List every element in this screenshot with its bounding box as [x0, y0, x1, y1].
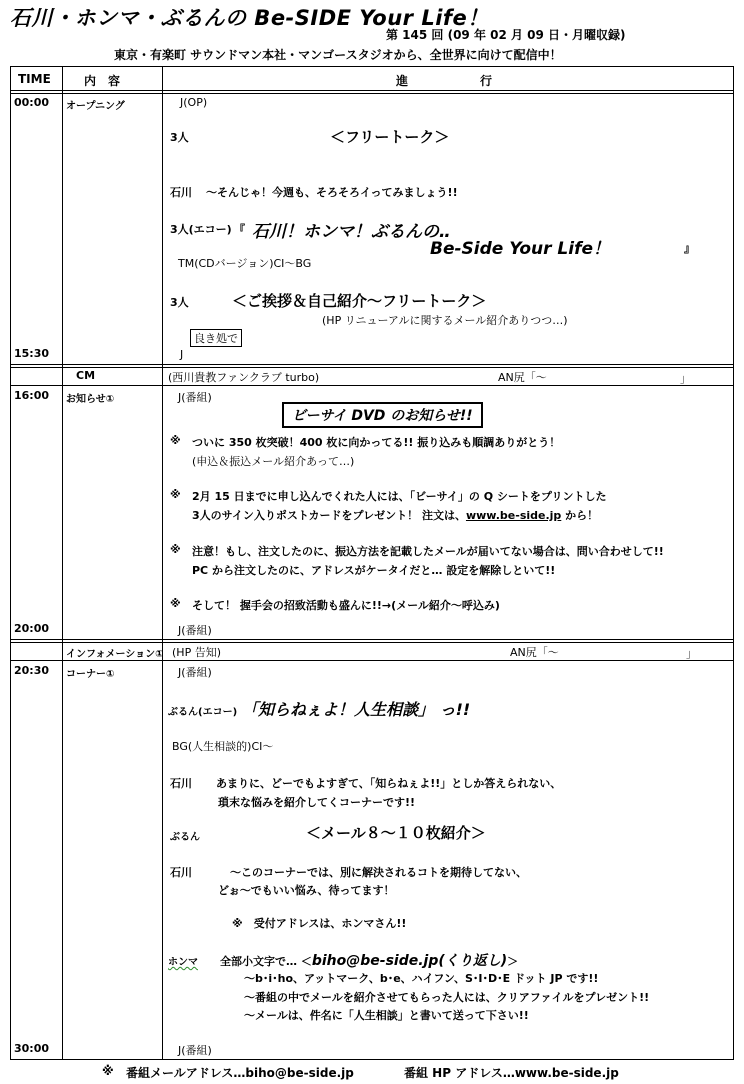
talk-heading: ＜メール８～１０枚紹介＞: [306, 824, 486, 842]
an-cue: AN尻「～: [498, 371, 547, 384]
notice-text: 3人のサイン入りポストカードをプレゼント！ 注文は、: [192, 509, 466, 522]
speaker: ホンマ: [168, 957, 198, 968]
table-border-top: [10, 66, 734, 67]
line-text: 瑣末な悩みを紹介してくコーナーです!!: [218, 796, 416, 809]
line-text: ～メールは、件名に「人生相談」と書いて送って下さい!!: [244, 1009, 529, 1022]
note-mark: ※: [170, 434, 181, 447]
column-header-time: TIME: [18, 72, 51, 86]
segment-label: オープニング: [66, 101, 125, 112]
row-divider: [10, 660, 734, 661]
dvd-banner: ビーサイ DVD のお知らせ!!: [282, 402, 483, 428]
broadcast-subtitle: 東京・有楽町 サウンドマン本社・マンゴースタジオから、全世界に向けて配信中！: [114, 48, 562, 62]
line-text: [220, 950, 518, 970]
talk-heading: ＜ご挨拶＆自己紹介～フリートーク＞: [232, 292, 487, 310]
segment-label: コーナー①: [66, 669, 115, 680]
time-start: 16:00: [14, 389, 50, 402]
cm-sponsor: (西川貴教ファンクラブ turbo): [168, 371, 320, 384]
table-border-left: [10, 66, 11, 1060]
note-mark: ※: [170, 488, 181, 501]
episode-info: 第 145 回 (09 年 02 月 09 日・月曜収録): [386, 28, 626, 42]
an-cue-close: 」: [680, 372, 691, 385]
note: (HP リニューアルに関するメール紹介ありつつ…): [322, 314, 568, 327]
note-mark: ※: [170, 543, 181, 556]
time-end: 30:00: [14, 1042, 50, 1055]
notice-line: 注意！もし、注文したのに、振込方法を記載したメールが届いてない場合は、問い合わせして!!: [192, 545, 664, 558]
line-text: 全部小文字で… ＜: [220, 955, 312, 968]
an-cue-close: 」: [686, 647, 697, 660]
line-text: ～このコーナーでは、別に解決されるコトを期待してない、: [230, 866, 527, 879]
row-divider: [10, 367, 734, 368]
header-divider: [10, 90, 734, 91]
address-note: ※ 受付アドレスは、ホンマさん!!: [232, 917, 407, 930]
column-divider: [62, 66, 63, 1060]
jingle-cue: J(番組): [178, 666, 212, 679]
music-cue: BG(人生相談的)CI～: [172, 740, 274, 753]
jingle-cue: J(番組): [178, 391, 212, 404]
notice-line: [192, 507, 598, 523]
jingle-cue: J(OP): [180, 96, 208, 109]
time-start: 00:00: [14, 96, 50, 109]
row-divider: [10, 639, 734, 640]
quote-close: 』: [684, 242, 695, 255]
talk-heading: ＜フリートーク＞: [330, 128, 450, 146]
time-end: 20:00: [14, 622, 50, 635]
info-label: インフォメーション①: [66, 649, 164, 660]
header-divider: [10, 93, 734, 94]
jingle-cue: J(番組): [178, 1044, 212, 1057]
table-border-bottom: [10, 1059, 734, 1060]
speaker: 3人(エコー): [170, 223, 232, 236]
line-text: ＞: [507, 955, 519, 968]
speaker: 石川: [170, 866, 192, 879]
column-header-progress: 進 行: [396, 74, 493, 88]
speaker: 石川: [170, 777, 192, 790]
column-header-content: 内 容: [84, 74, 121, 88]
time-end: 15:30: [14, 347, 50, 360]
line-text: ～そんじゃ！今週も、そろそろイってみましょう!!: [206, 186, 458, 199]
speaker: ぶるん: [170, 832, 200, 843]
music-cue: TM(CDバージョン)CI～BG: [178, 257, 312, 270]
time-start: 20:30: [14, 664, 50, 677]
quote-open: 『: [234, 223, 245, 236]
info-hp: (HP 告知): [172, 646, 221, 659]
speaker: ぶるん(エコー): [168, 707, 238, 718]
jingle-cue: J: [180, 348, 184, 361]
note-mark: ※: [170, 597, 181, 610]
line-text: あまりに、どーでもよすぎて、「知らねぇよ!!」としか答えられない、: [216, 777, 562, 790]
notice-line: (申込＆振込メール紹介あって…): [192, 455, 355, 468]
row-divider: [10, 364, 734, 365]
site-link[interactable]: www.be-side.jp: [465, 509, 562, 522]
footer-hp: 番組 HP アドレス…www.be-side.jp: [404, 1066, 619, 1080]
an-cue: AN尻「～: [510, 646, 559, 659]
row-divider: [10, 642, 734, 643]
corner-title: 「知らねぇよ！人生相談」 っ!!: [242, 700, 471, 719]
line-text: ～番組の中でメールを紹介させてもらった人には、クリアファイルをプレゼント!!: [244, 991, 650, 1004]
mail-address: biho@be-side.jp(くり返し): [311, 953, 508, 969]
table-border-right: [733, 66, 734, 1060]
notice-line: そして！ 握手会の招致活動も盛んに!!→(メール紹介～呼込み): [192, 599, 500, 612]
speaker: 3人: [170, 131, 189, 144]
page-title: 石川・ホンマ・ぶるんの Be-SIDE Your Life！: [10, 6, 489, 30]
speaker: 石川: [170, 186, 192, 199]
jingle-cue: J(番組): [178, 624, 212, 637]
row-divider: [10, 385, 734, 386]
show-call: Be-Side Your Life！: [430, 239, 611, 259]
cue-box: 良き処で: [190, 329, 242, 347]
cm-label: CM: [76, 369, 96, 382]
notice-line: PC から注文したのに、アドレスがケータイだと… 設定を解除しといて!!: [192, 564, 556, 577]
footer-mark: ※: [102, 1064, 114, 1078]
column-divider: [162, 66, 163, 1060]
speaker: 3人: [170, 296, 189, 309]
show-call: 石川！ホンマ！ぶるんの‥: [252, 222, 451, 242]
line-text: ～b･i･ho、アットマーク、b･e、ハイフン、S･I･D･E ドット JP です!!: [244, 972, 599, 985]
footer-mail: 番組メールアドレス…biho@be-side.jp: [126, 1066, 354, 1080]
segment-label: お知らせ①: [66, 394, 115, 405]
notice-line: ついに 350 枚突破！400 枚に向かってる!! 振り込みも順調ありがとう！: [192, 436, 561, 449]
line-text: どぉ～でもいい悩み、待ってます！: [218, 884, 395, 897]
notice-text: から！: [561, 509, 599, 522]
notice-line: 2月 15 日までに申し込んでくれた人には、「ビーサイ」の Q シートをプリントした: [192, 490, 607, 503]
